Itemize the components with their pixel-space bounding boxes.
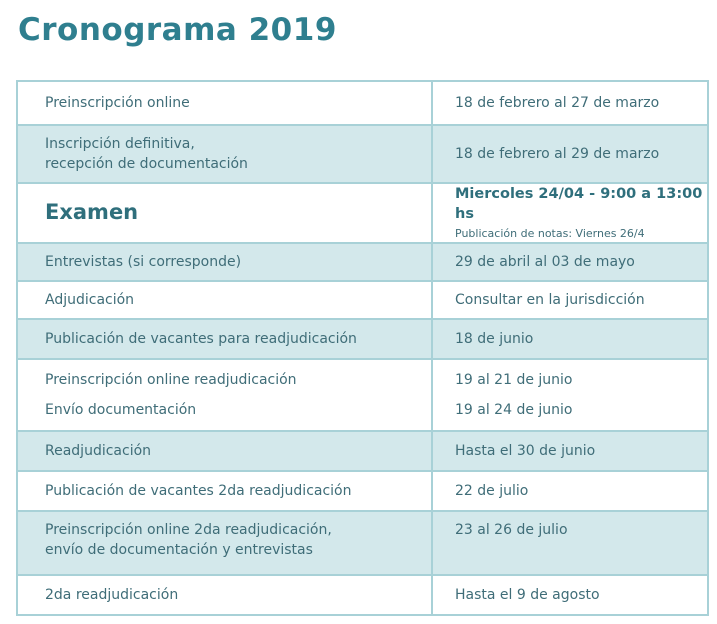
schedule-table (16, 80, 709, 616)
event-label (17, 125, 432, 183)
table-row (17, 125, 708, 183)
event-label-line: recepción de documentación (45, 156, 248, 172)
table-row (17, 471, 708, 511)
event-label: 2da readjudicación (17, 575, 432, 615)
event-label-line: Preinscripción online 2da readjudicación, (45, 522, 332, 538)
event-date: 18 de junio (432, 319, 708, 359)
exam-label: Examen (45, 199, 139, 224)
table-row (17, 511, 708, 575)
event-date: Hasta el 9 de agosto (432, 575, 708, 615)
grades-publication-note: Publicación de notas: Viernes 26/4 (455, 227, 645, 240)
event-label: Adjudicación (17, 281, 432, 319)
event-label-line: envío de documentación y entrevistas (45, 542, 313, 558)
table-row (17, 575, 708, 615)
event-date: Consultar en la jurisdicción (432, 281, 708, 319)
event-date: 18 de febrero al 27 de marzo (432, 81, 708, 125)
event-date (432, 183, 708, 243)
event-label-line: Preinscripción online readjudicación (45, 372, 297, 388)
event-label: Preinscripción online (17, 81, 432, 125)
table-row (17, 243, 708, 281)
event-date: Hasta el 30 de junio (432, 431, 708, 471)
event-date: 18 de febrero al 29 de marzo (432, 125, 708, 183)
event-label-line: Envío documentación (45, 402, 197, 418)
event-label (17, 511, 432, 575)
event-label: Readjudicación (17, 431, 432, 471)
event-date-line: 19 al 21 de junio (455, 372, 573, 388)
event-label (17, 183, 432, 243)
event-label: Publicación de vacantes para readjudicación (17, 319, 432, 359)
event-label: Entrevistas (si corresponde) (17, 243, 432, 281)
event-date-line: 19 al 24 de junio (455, 402, 573, 418)
table-row (17, 359, 708, 431)
table-row (17, 281, 708, 319)
event-date: 29 de abril al 03 de mayo (432, 243, 708, 281)
table-row (17, 81, 708, 125)
event-label (17, 359, 432, 431)
table-row (17, 431, 708, 471)
exam-date: Miercoles 24/04 - 9:00 a 13:00 hs (455, 186, 703, 222)
event-date: 22 de julio (432, 471, 708, 511)
event-label-line: Inscripción definitiva, (45, 136, 195, 152)
page-title: Cronograma 2019 (18, 12, 337, 48)
event-date: 23 al 26 de julio (432, 511, 708, 575)
table-row (17, 183, 708, 243)
event-label: Publicación de vacantes 2da readjudicación (17, 471, 432, 511)
event-date (432, 359, 708, 431)
table-row (17, 319, 708, 359)
